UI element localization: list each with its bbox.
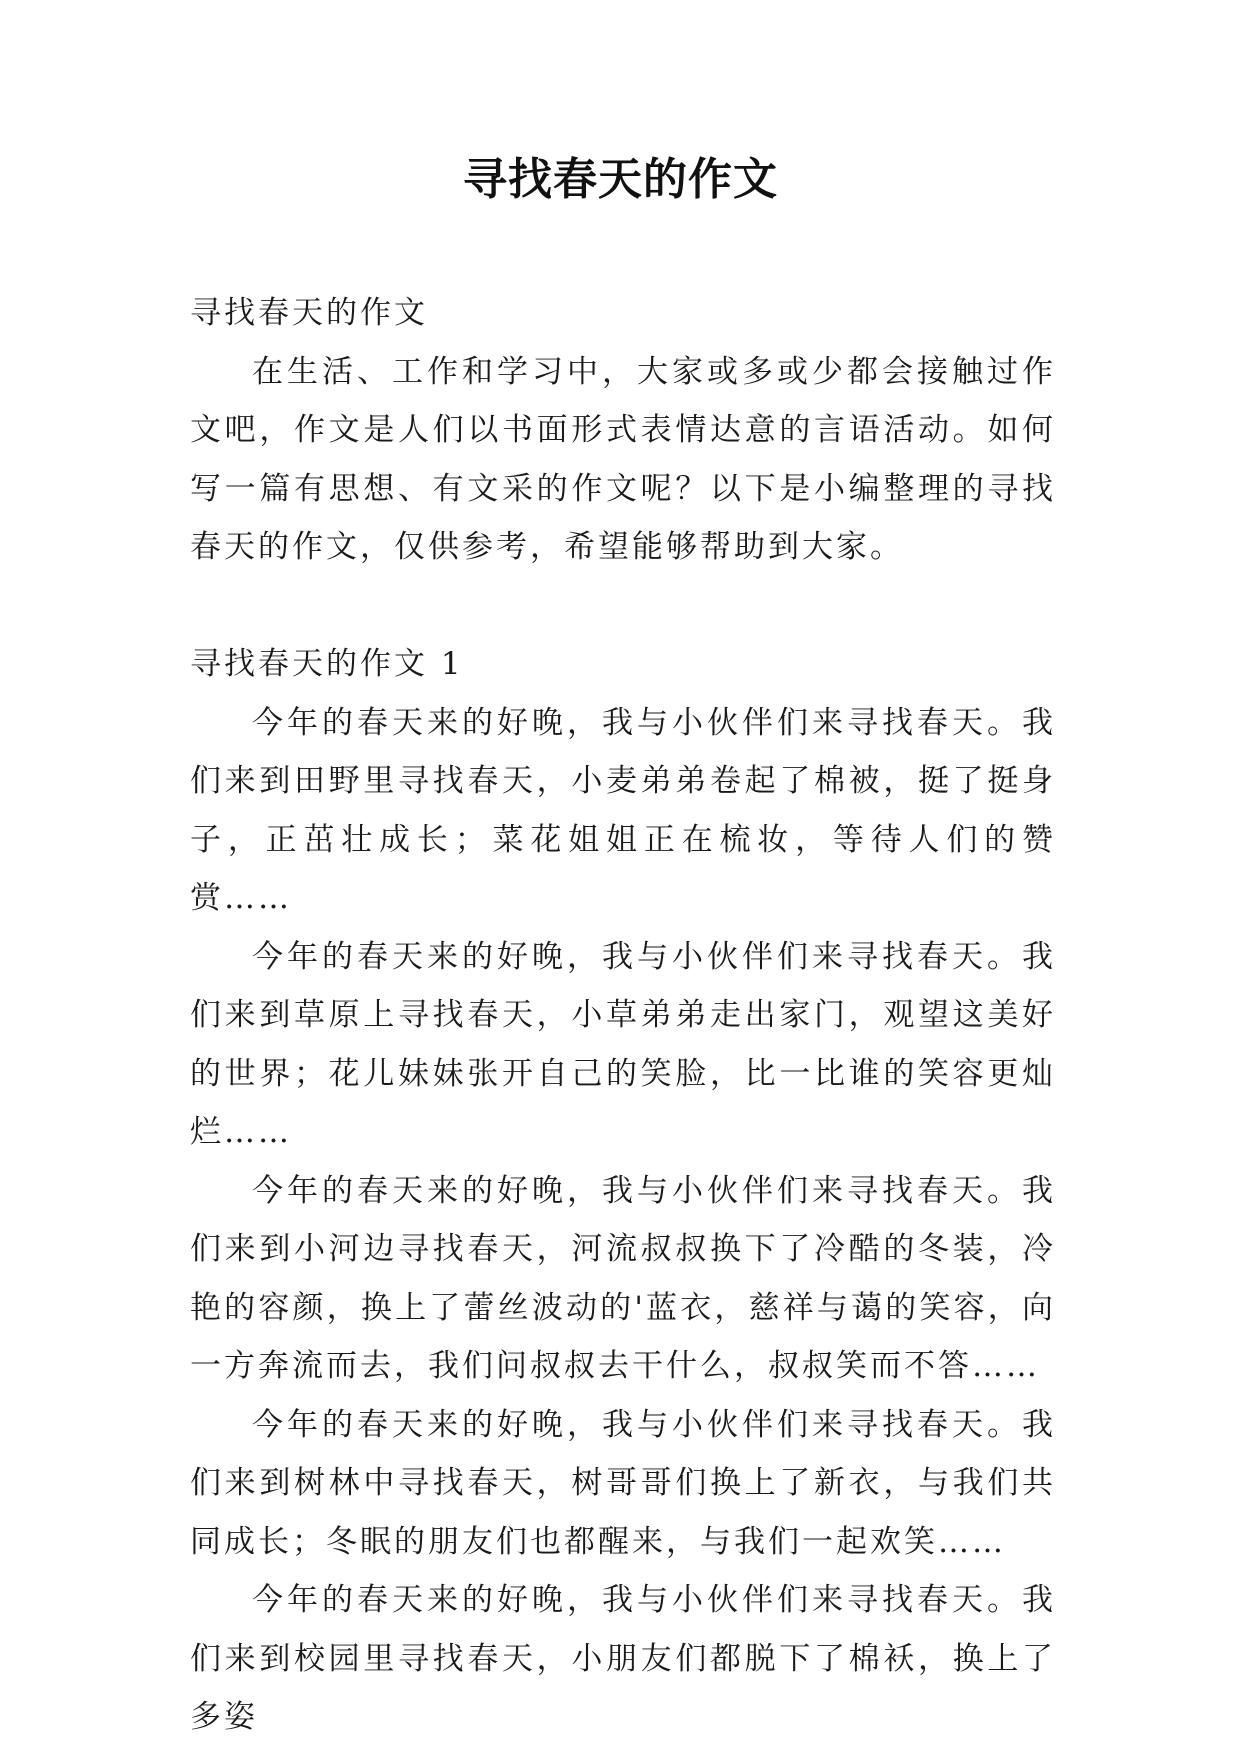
essay-paragraph-5: 今年的春天来的好晚，我与小伙伴们来寻找春天。我们来到校园里寻找春天，小朋友们都脱下了棉袄，换上了多姿 <box>190 1582 1056 1735</box>
document-title: 寻找春天的作文 <box>463 154 778 205</box>
essay-paragraph-1: 今年的春天来的好晚，我与小伙伴们来寻找春天。我们来到田野里寻找春天，小麦弟弟卷起了棉被，挺了挺身子，正茁壮成长；菜花姐姐正在梳妆，等待人们的赞赏…… <box>190 704 1056 916</box>
essay-paragraph-4: 今年的春天来的好晚，我与小伙伴们来寻找春天。我们来到树林中寻找春天，树哥哥们换上了新衣，与我们共同成长；冬眠的朋友们也都醒来，与我们一起欢笑…… <box>190 1406 1056 1560</box>
essay-heading: 寻找春天的作文 1 <box>190 646 464 682</box>
essay-paragraph-2: 今年的春天来的好晚，我与小伙伴们来寻找春天。我们来到草原上寻找春天，小草弟弟走出家门，观望这美好的世界；花儿妹妹张开自己的笑脸，比一比谁的笑容更灿烂…… <box>190 938 1056 1150</box>
intro-heading: 寻找春天的作文 <box>190 295 428 331</box>
document-body <box>190 284 1056 1747</box>
section-spacer <box>190 577 1056 636</box>
essay-paragraph-3: 今年的春天来的好晚，我与小伙伴们来寻找春天。我们来到小河边寻找春天，河流叔叔换下了冷酷的冬装，冷艳的容颜，换上了蕾丝波动的'蓝衣，慈祥与蔼的笑容，向一方奔流而去，我们问叔叔去干什么，叔叔笑而不答…… <box>190 1172 1056 1384</box>
intro-paragraph: 在生活、工作和学习中，大家或多或少都会接触过作文吧，作文是人们以书面形式表情达意的言语活动。如何写一篇有思想、有文采的作文呢？以下是小编整理的寻找春天的作文，仅供参考，希望能够帮助到大家。 <box>190 353 1056 565</box>
